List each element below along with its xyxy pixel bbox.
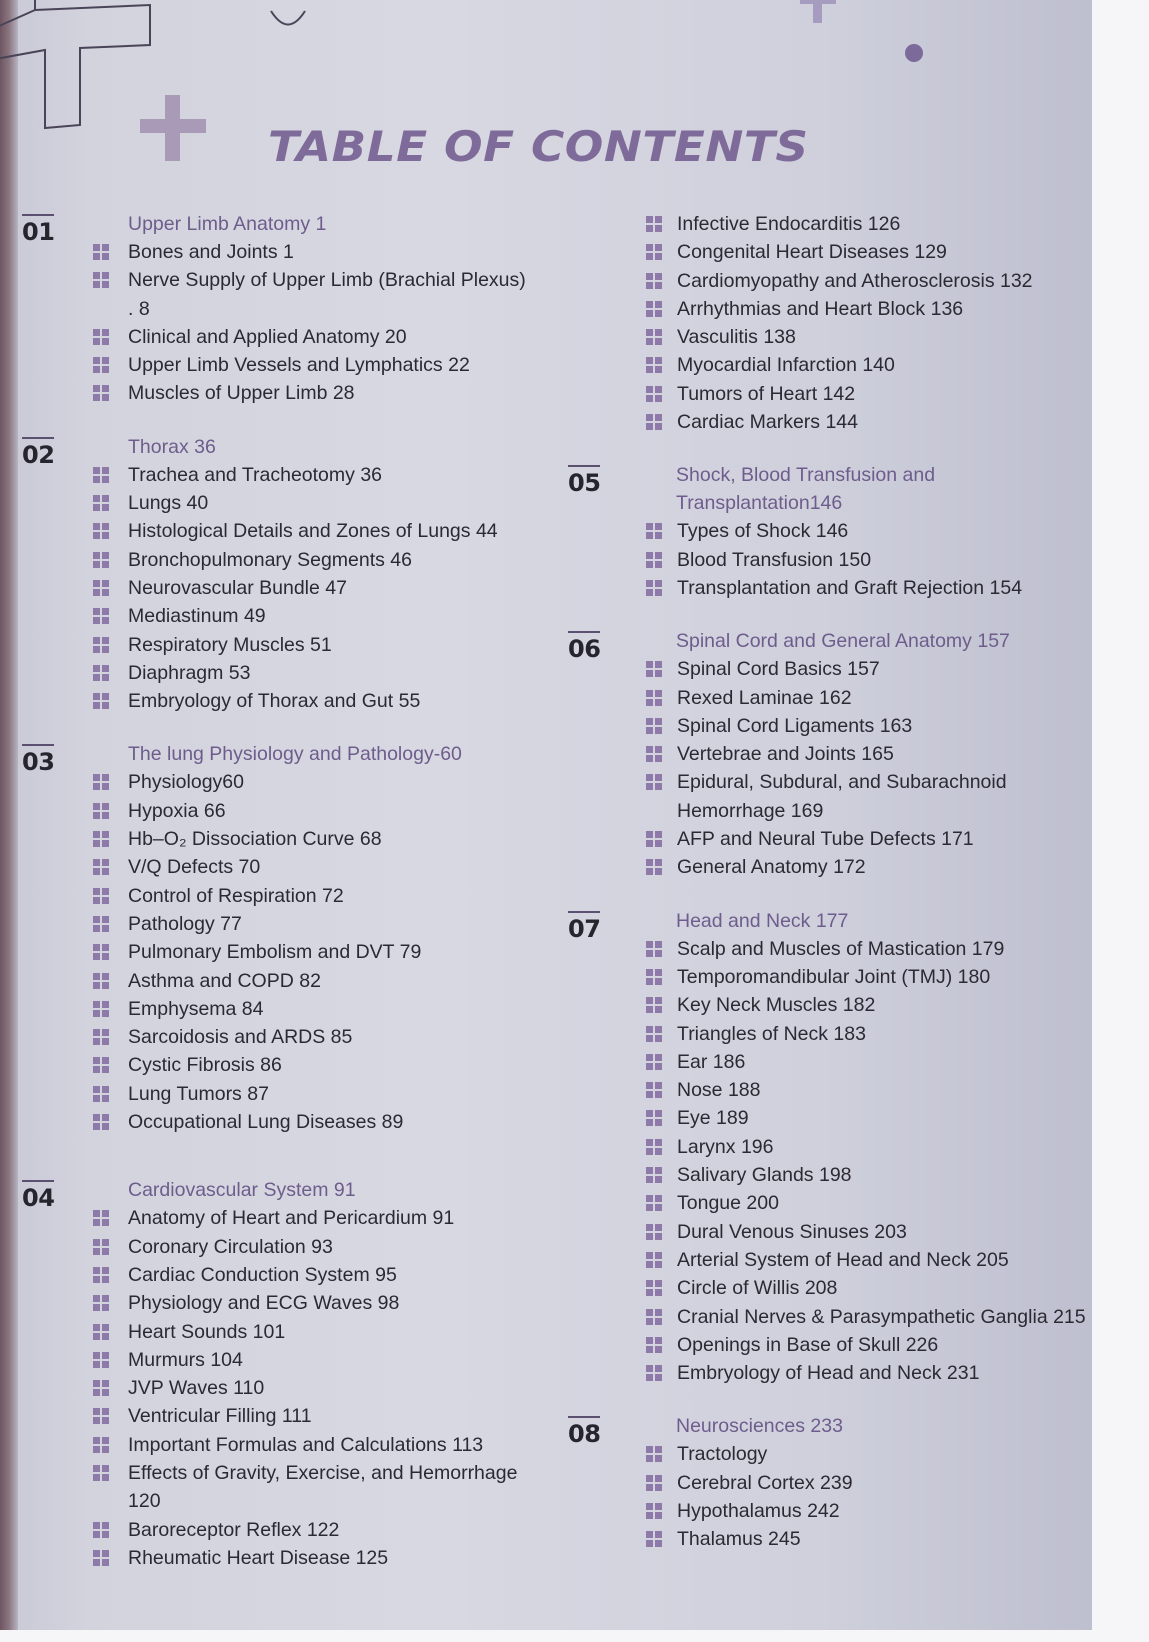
grid-bullet-icon	[646, 690, 662, 706]
grid-bullet-icon	[646, 969, 662, 985]
grid-bullet-icon	[646, 414, 662, 430]
grid-bullet-icon	[93, 1437, 109, 1453]
spacer	[570, 602, 1090, 627]
grid-bullet-icon	[646, 1195, 662, 1211]
toc-entry[interactable]: Nose 188	[646, 1076, 1090, 1104]
toc-entry[interactable]: Arterial System of Head and Neck 205	[646, 1246, 1090, 1274]
toc-entry[interactable]: Eye 189	[646, 1104, 1090, 1132]
chapter-03	[18, 740, 548, 1136]
toc-entry[interactable]: Types of Shock 146	[646, 517, 1090, 545]
grid-bullet-icon	[93, 357, 109, 373]
toc-entry[interactable]: Congenital Heart Diseases 129	[646, 238, 1090, 266]
toc-entry[interactable]: Upper Limb Vessels and Lymphatics 22	[93, 351, 548, 379]
grid-bullet-icon	[646, 1054, 662, 1070]
toc-entry[interactable]: Dural Venous Sinuses 203	[646, 1218, 1090, 1246]
grid-bullet-icon	[646, 1139, 662, 1155]
grid-bullet-icon	[646, 386, 662, 402]
toc-entry[interactable]: Respiratory Muscles 51	[93, 631, 548, 659]
toc-entry[interactable]: Physiology60	[93, 768, 548, 796]
toc-entry[interactable]: Diaphragm 53	[93, 659, 548, 687]
outline-cross-icon	[0, 0, 155, 130]
grid-bullet-icon	[93, 1522, 109, 1538]
toc-entry[interactable]: Key Neck Muscles 182	[646, 991, 1090, 1019]
grid-bullet-icon	[646, 1337, 662, 1353]
toc-entry[interactable]: JVP Waves 110	[93, 1374, 548, 1402]
chapter-number: 04	[22, 1180, 54, 1210]
toc-entry[interactable]: Bronchopulmonary Segments 46	[93, 546, 548, 574]
toc-entry[interactable]: Infective Endocarditis 126	[646, 210, 1090, 238]
grid-bullet-icon	[93, 580, 109, 596]
chapter-title[interactable]: Spinal Cord and General Anatomy 157	[676, 630, 1010, 653]
toc-entry[interactable]: Coronary Circulation 93	[93, 1233, 548, 1261]
chapter-number: 02	[22, 437, 54, 467]
grid-bullet-icon	[646, 357, 662, 373]
toc-entry[interactable]: Asthma and COPD 82	[93, 967, 548, 995]
toc-entry[interactable]: Thalamus 245	[646, 1525, 1090, 1553]
chapter-number: 01	[22, 214, 54, 244]
grid-bullet-icon	[646, 661, 662, 677]
toc-entry[interactable]: Effects of Gravity, Exercise, and Hemorrhage 120	[93, 1459, 548, 1516]
grid-bullet-icon	[93, 944, 109, 960]
chapter-07	[570, 907, 1090, 1388]
grid-bullet-icon	[646, 552, 662, 568]
grid-bullet-icon	[646, 859, 662, 875]
grid-bullet-icon	[93, 1210, 109, 1226]
toc-entry[interactable]: Important Formulas and Calculations 113	[93, 1431, 548, 1459]
grid-bullet-icon	[93, 637, 109, 653]
grid-bullet-icon	[646, 1167, 662, 1183]
grid-bullet-icon	[646, 301, 662, 317]
grid-bullet-icon	[646, 329, 662, 345]
toc-entry[interactable]: AFP and Neural Tube Defects 171	[646, 825, 1090, 853]
toc-entry[interactable]: Tractology	[646, 1440, 1090, 1468]
page-margin	[1092, 0, 1149, 1642]
grid-bullet-icon	[646, 1082, 662, 1098]
toc-entry[interactable]: General Anatomy 172	[646, 853, 1090, 881]
toc-entry[interactable]: Physiology and ECG Waves 98	[93, 1289, 548, 1317]
toc-entry[interactable]: Histological Details and Zones of Lungs 44	[93, 517, 548, 545]
toc-entry[interactable]: Cranial Nerves & Parasympathetic Ganglia 215	[646, 1303, 1090, 1331]
grid-bullet-icon	[646, 1446, 662, 1462]
toc-entry[interactable]: Neurovascular Bundle 47	[93, 574, 548, 602]
chapter-number: 03	[22, 744, 54, 774]
grid-bullet-icon	[646, 1531, 662, 1547]
grid-bullet-icon	[93, 973, 109, 989]
grid-bullet-icon	[646, 1309, 662, 1325]
toc-column-left	[18, 210, 548, 1572]
toc-column-right	[570, 210, 1090, 1554]
toc-entry[interactable]: Circle of Willis 208	[646, 1274, 1090, 1302]
grid-bullet-icon	[646, 244, 662, 260]
grid-bullet-icon	[646, 1110, 662, 1126]
grid-bullet-icon	[646, 1475, 662, 1491]
grid-bullet-icon	[93, 608, 109, 624]
grid-bullet-icon	[93, 665, 109, 681]
grid-bullet-icon	[93, 1465, 109, 1481]
grid-bullet-icon	[93, 831, 109, 847]
toc-entry[interactable]: Hb–O₂ Dissociation Curve 68	[93, 825, 548, 853]
toc-entry[interactable]: Pathology 77	[93, 910, 548, 938]
grid-bullet-icon	[646, 941, 662, 957]
toc-entry[interactable]: Hypoxia 66	[93, 797, 548, 825]
grid-bullet-icon	[93, 244, 109, 260]
toc-entry[interactable]: Spinal Cord Ligaments 163	[646, 712, 1090, 740]
grid-bullet-icon	[93, 1029, 109, 1045]
toc-entry[interactable]: Rheumatic Heart Disease 125	[93, 1544, 548, 1572]
grid-bullet-icon	[646, 580, 662, 596]
toc-entry[interactable]: Heart Sounds 101	[93, 1318, 548, 1346]
chapter-number: 06	[568, 631, 600, 661]
toc-entry[interactable]: Ventricular Filling 111	[93, 1402, 548, 1430]
chapter-title[interactable]: The lung Physiology and Pathology-60	[128, 743, 462, 766]
chapter-number: 05	[568, 465, 600, 495]
toc-entry[interactable]: Muscles of Upper Limb 28	[93, 379, 548, 407]
grid-bullet-icon	[93, 495, 109, 511]
grid-bullet-icon	[646, 831, 662, 847]
chapter-title[interactable]: Thorax 36	[128, 435, 216, 458]
arc-decoration-icon	[268, 8, 308, 30]
grid-bullet-icon	[646, 1252, 662, 1268]
toc-entry[interactable]: Epidural, Subdural, and Subarachnoid Hemorrhage 169	[646, 768, 1017, 825]
grid-bullet-icon	[93, 272, 109, 288]
spacer	[18, 1136, 548, 1176]
toc-entry[interactable]: Occupational Lung Diseases 89	[93, 1108, 548, 1136]
grid-bullet-icon	[646, 216, 662, 232]
chapter-06	[570, 627, 1090, 881]
toc-entry[interactable]: Arrhythmias and Heart Block 136	[646, 295, 1090, 323]
toc-entry[interactable]: Embryology of Thorax and Gut 55	[93, 687, 548, 715]
toc-entry[interactable]: Cardiac Markers 144	[646, 408, 1090, 436]
toc-entry[interactable]: Emphysema 84	[93, 995, 548, 1023]
toc-entry[interactable]: Vertebrae and Joints 165	[646, 740, 1090, 768]
chapter-02	[18, 433, 548, 716]
toc-entry[interactable]: Anatomy of Heart and Pericardium 91	[93, 1204, 548, 1232]
toc-entry[interactable]: Ear 186	[646, 1048, 1090, 1076]
toc-entry[interactable]: Embryology of Head and Neck 231	[646, 1359, 1090, 1387]
chapter-number: 07	[568, 911, 600, 941]
toc-entry[interactable]: Cystic Fibrosis 86	[93, 1051, 548, 1079]
grid-bullet-icon	[93, 1086, 109, 1102]
grid-bullet-icon	[93, 916, 109, 932]
book-spine-shadow	[0, 0, 18, 1630]
grid-bullet-icon	[93, 1267, 109, 1283]
toc-entry[interactable]: Tongue 200	[646, 1189, 1090, 1217]
toc-entry[interactable]: Bones and Joints 1	[93, 238, 548, 266]
page-margin	[0, 1630, 1149, 1642]
grid-bullet-icon	[93, 1380, 109, 1396]
toc-entry[interactable]: Cardiomyopathy and Atherosclerosis 132	[646, 267, 1090, 295]
grid-bullet-icon	[93, 1057, 109, 1073]
chapter-05	[570, 461, 1090, 602]
chapter-title[interactable]: Neurosciences 233	[676, 1415, 843, 1438]
toc-entry[interactable]: Mediastinum 49	[93, 602, 548, 630]
toc-entry[interactable]: V/Q Defects 70	[93, 853, 548, 881]
grid-bullet-icon	[646, 746, 662, 762]
toc-entry[interactable]: Scalp and Muscles of Mastication 179	[646, 935, 1090, 963]
spacer	[570, 1387, 1090, 1412]
dot-decoration-icon	[905, 44, 923, 62]
chapter-title[interactable]: Head and Neck 177	[676, 909, 849, 932]
grid-bullet-icon	[93, 1114, 109, 1130]
chapter-01	[18, 210, 548, 408]
grid-bullet-icon	[93, 552, 109, 568]
toc-entry[interactable]: Control of Respiration 72	[93, 882, 548, 910]
toc-entry[interactable]: Nerve Supply of Upper Limb (Brachial Plexus) . 8	[93, 266, 533, 323]
grid-bullet-icon	[93, 774, 109, 790]
grid-bullet-icon	[93, 1239, 109, 1255]
toc-entry[interactable]: Triangles of Neck 183	[646, 1020, 1090, 1048]
plus-decoration-icon	[140, 95, 206, 161]
grid-bullet-icon	[93, 1550, 109, 1566]
toc-entry[interactable]: Cardiac Conduction System 95	[93, 1261, 548, 1289]
grid-bullet-icon	[646, 1026, 662, 1042]
grid-bullet-icon	[646, 1365, 662, 1381]
grid-bullet-icon	[93, 523, 109, 539]
spacer	[18, 715, 548, 740]
grid-bullet-icon	[93, 803, 109, 819]
toc-entry[interactable]: Blood Transfusion 150	[646, 546, 1090, 574]
grid-bullet-icon	[93, 1001, 109, 1017]
spacer	[570, 436, 1090, 461]
grid-bullet-icon	[646, 1503, 662, 1519]
grid-bullet-icon	[93, 467, 109, 483]
chapter-title[interactable]: Shock, Blood Transfusion and Transplantation146	[676, 464, 936, 515]
toc-entry[interactable]: Hypothalamus 242	[646, 1497, 1090, 1525]
grid-bullet-icon	[646, 997, 662, 1013]
grid-bullet-icon	[646, 523, 662, 539]
toc-entry[interactable]: Murmurs 104	[93, 1346, 548, 1374]
chapter-08	[570, 1412, 1090, 1553]
chapter-title[interactable]: Cardiovascular System 91	[128, 1179, 356, 1202]
grid-bullet-icon	[93, 859, 109, 875]
plus-decoration-icon	[800, 0, 836, 25]
toc-entry[interactable]: Lung Tumors 87	[93, 1080, 548, 1108]
toc-entry[interactable]: Lungs 40	[93, 489, 548, 517]
chapter-number: 08	[568, 1416, 600, 1446]
grid-bullet-icon	[646, 1280, 662, 1296]
toc-entry[interactable]: Temporomandibular Joint (TMJ) 180	[646, 963, 1090, 991]
grid-bullet-icon	[646, 718, 662, 734]
toc-entry[interactable]: Spinal Cord Basics 157	[646, 655, 1090, 683]
chapter-04-continued	[570, 210, 1090, 436]
spacer	[18, 408, 548, 433]
grid-bullet-icon	[646, 774, 662, 790]
toc-entry[interactable]: Vasculitis 138	[646, 323, 1090, 351]
chapter-title[interactable]: Upper Limb Anatomy 1	[128, 213, 327, 235]
grid-bullet-icon	[93, 1324, 109, 1340]
grid-bullet-icon	[93, 693, 109, 709]
toc-entry[interactable]: Trachea and Tracheotomy 36	[93, 461, 548, 489]
toc-entry[interactable]: Sarcoidosis and ARDS 85	[93, 1023, 548, 1051]
toc-entry[interactable]: Transplantation and Graft Rejection 154	[646, 574, 1090, 602]
toc-entry[interactable]: Larynx 196	[646, 1133, 1090, 1161]
grid-bullet-icon	[93, 385, 109, 401]
toc-entry[interactable]: Salivary Glands 198	[646, 1161, 1090, 1189]
spacer	[570, 882, 1090, 907]
page-title: TABLE OF CONTENTS	[268, 122, 809, 171]
toc-entry[interactable]: Clinical and Applied Anatomy 20	[93, 323, 548, 351]
grid-bullet-icon	[93, 1352, 109, 1368]
toc-entry[interactable]: Openings in Base of Skull 226	[646, 1331, 1090, 1359]
toc-entry[interactable]: Rexed Laminae 162	[646, 684, 1090, 712]
toc-entry[interactable]: Baroreceptor Reflex 122	[93, 1516, 548, 1544]
grid-bullet-icon	[93, 1295, 109, 1311]
toc-entry[interactable]: Cerebral Cortex 239	[646, 1469, 1090, 1497]
toc-entry[interactable]: Myocardial Infarction 140	[646, 351, 1090, 379]
grid-bullet-icon	[93, 329, 109, 345]
grid-bullet-icon	[646, 273, 662, 289]
toc-entry[interactable]: Tumors of Heart 142	[646, 380, 1090, 408]
grid-bullet-icon	[646, 1224, 662, 1240]
grid-bullet-icon	[93, 1408, 109, 1424]
grid-bullet-icon	[93, 888, 109, 904]
toc-entry[interactable]: Pulmonary Embolism and DVT 79	[93, 938, 548, 966]
chapter-04	[18, 1176, 548, 1572]
